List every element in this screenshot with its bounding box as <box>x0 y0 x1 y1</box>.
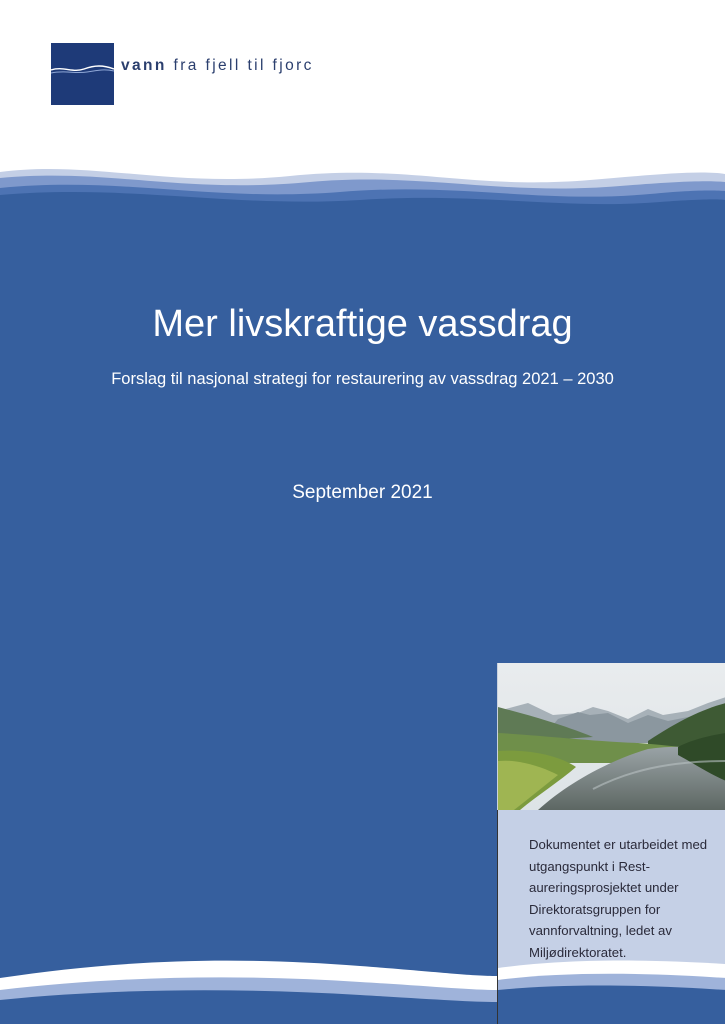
document-date: September 2021 <box>292 482 433 503</box>
tagline-rest: fra fjell til fjorc <box>166 57 314 74</box>
document-subtitle: Forslag til nasjonal strategi for restaurering av vassdrag 2021 – 2030 <box>111 370 614 388</box>
info-box-waves <box>498 950 725 1024</box>
tagline-bold: vann <box>121 57 167 74</box>
river-photo <box>497 663 725 810</box>
info-text: Dokumentet er utarbeidet med utgangspunkt i Rest-aureringsprosjektet under Direktoratsgruppen for vannforvaltning, ledet av Miljødirektoratet. <box>529 837 708 960</box>
document-title: Mer livskraftige vassdrag <box>152 303 573 345</box>
info-box <box>497 810 725 1024</box>
logo-icon <box>51 43 114 105</box>
tagline <box>121 57 314 75</box>
